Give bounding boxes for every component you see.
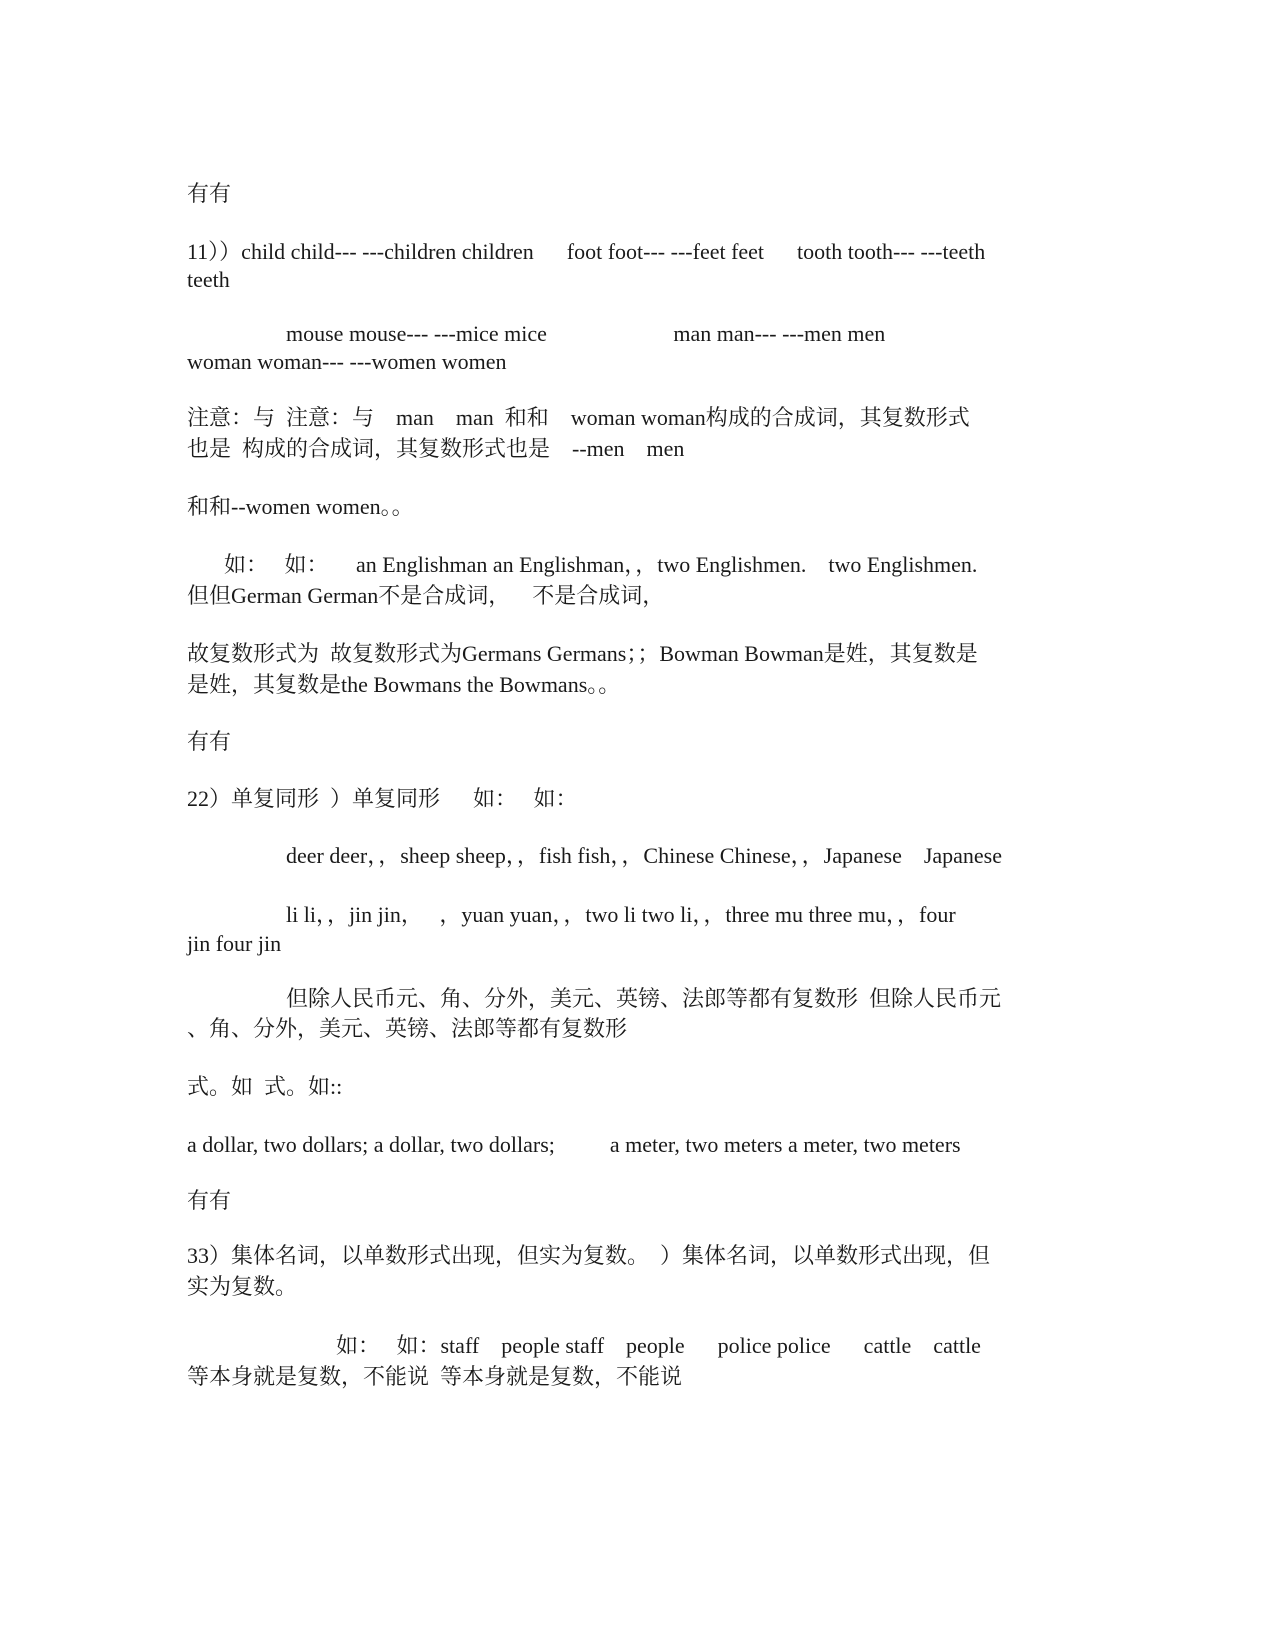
example-line: 故复数形式为 故复数形式为Germans Germans；；Bowman Bowman是姓，其复数是 bbox=[187, 641, 978, 666]
plural-rule-2-heading: 22）单复同形 ）单复同形 如： 如： bbox=[187, 786, 578, 811]
plural-rule-3-heading: 实为复数。 bbox=[187, 1274, 298, 1299]
plural-rule-2-line: deer deer，，sheep sheep，，fish fish，，Chinese Chinese，，Japanese Japanese bbox=[286, 843, 1003, 868]
plural-rule-3-heading: 33）集体名词，以单数形式出现，但实为复数。 ）集体名词，以单数形式出现，但 bbox=[187, 1243, 991, 1268]
plural-rule-1-line: woman woman--- ---women women bbox=[187, 349, 507, 374]
note-line: 和和--women women。。 bbox=[187, 494, 414, 519]
plural-rule-1-line: 11））child child--- ---children children foot foot--- ---feet feet tooth tooth--- ---teeth bbox=[187, 239, 986, 264]
plural-rule-2-line: 但除人民币元、角、分外，美元、英镑、法郎等都有复数形 但除人民币元 bbox=[286, 986, 1002, 1011]
plural-rule-3-line: 如： 如：staff people staff people police police cattle cattle bbox=[336, 1333, 981, 1358]
plural-rule-3-line: 等本身就是复数，不能说 等本身就是复数，不能说 bbox=[187, 1364, 683, 1389]
example-line: 是姓，其复数是the Bowmans the Bowmans。。 bbox=[187, 672, 621, 697]
section-marker: 有有 bbox=[187, 181, 232, 206]
plural-rule-2-line: li li，，jin jin， ，yuan yuan，，two li two li，，three mu three mu，，four bbox=[286, 902, 956, 927]
plural-rule-2-line: a dollar, two dollars; a dollar, two dollars; a meter, two meters a meter, two meters bbox=[187, 1132, 961, 1157]
plural-rule-1-line: mouse mouse--- ---mice mice man man--- ---men men bbox=[286, 321, 886, 346]
plural-rule-2-line: 式。如 式。如:: bbox=[187, 1074, 343, 1099]
example-line: 但但German German不是合成词， 不是合成词， bbox=[187, 583, 665, 608]
section-marker: 有有 bbox=[187, 729, 232, 754]
section-marker: 有有 bbox=[187, 1188, 232, 1213]
example-line: 如： 如： an Englishman an Englishman，，two Englishmen. two Englishmen. bbox=[224, 552, 978, 577]
plural-rule-2-line: jin four jin bbox=[187, 931, 282, 956]
plural-rule-1-line: teeth bbox=[187, 267, 230, 292]
plural-rule-2-line: 、角、分外，美元、英镑、法郎等都有复数形 bbox=[187, 1016, 628, 1041]
note-line: 也是 构成的合成词，其复数形式也是 --men men bbox=[187, 436, 685, 461]
note-line: 注意：与 注意：与 man man 和和 woman woman构成的合成词，其复数形式 bbox=[187, 405, 970, 430]
